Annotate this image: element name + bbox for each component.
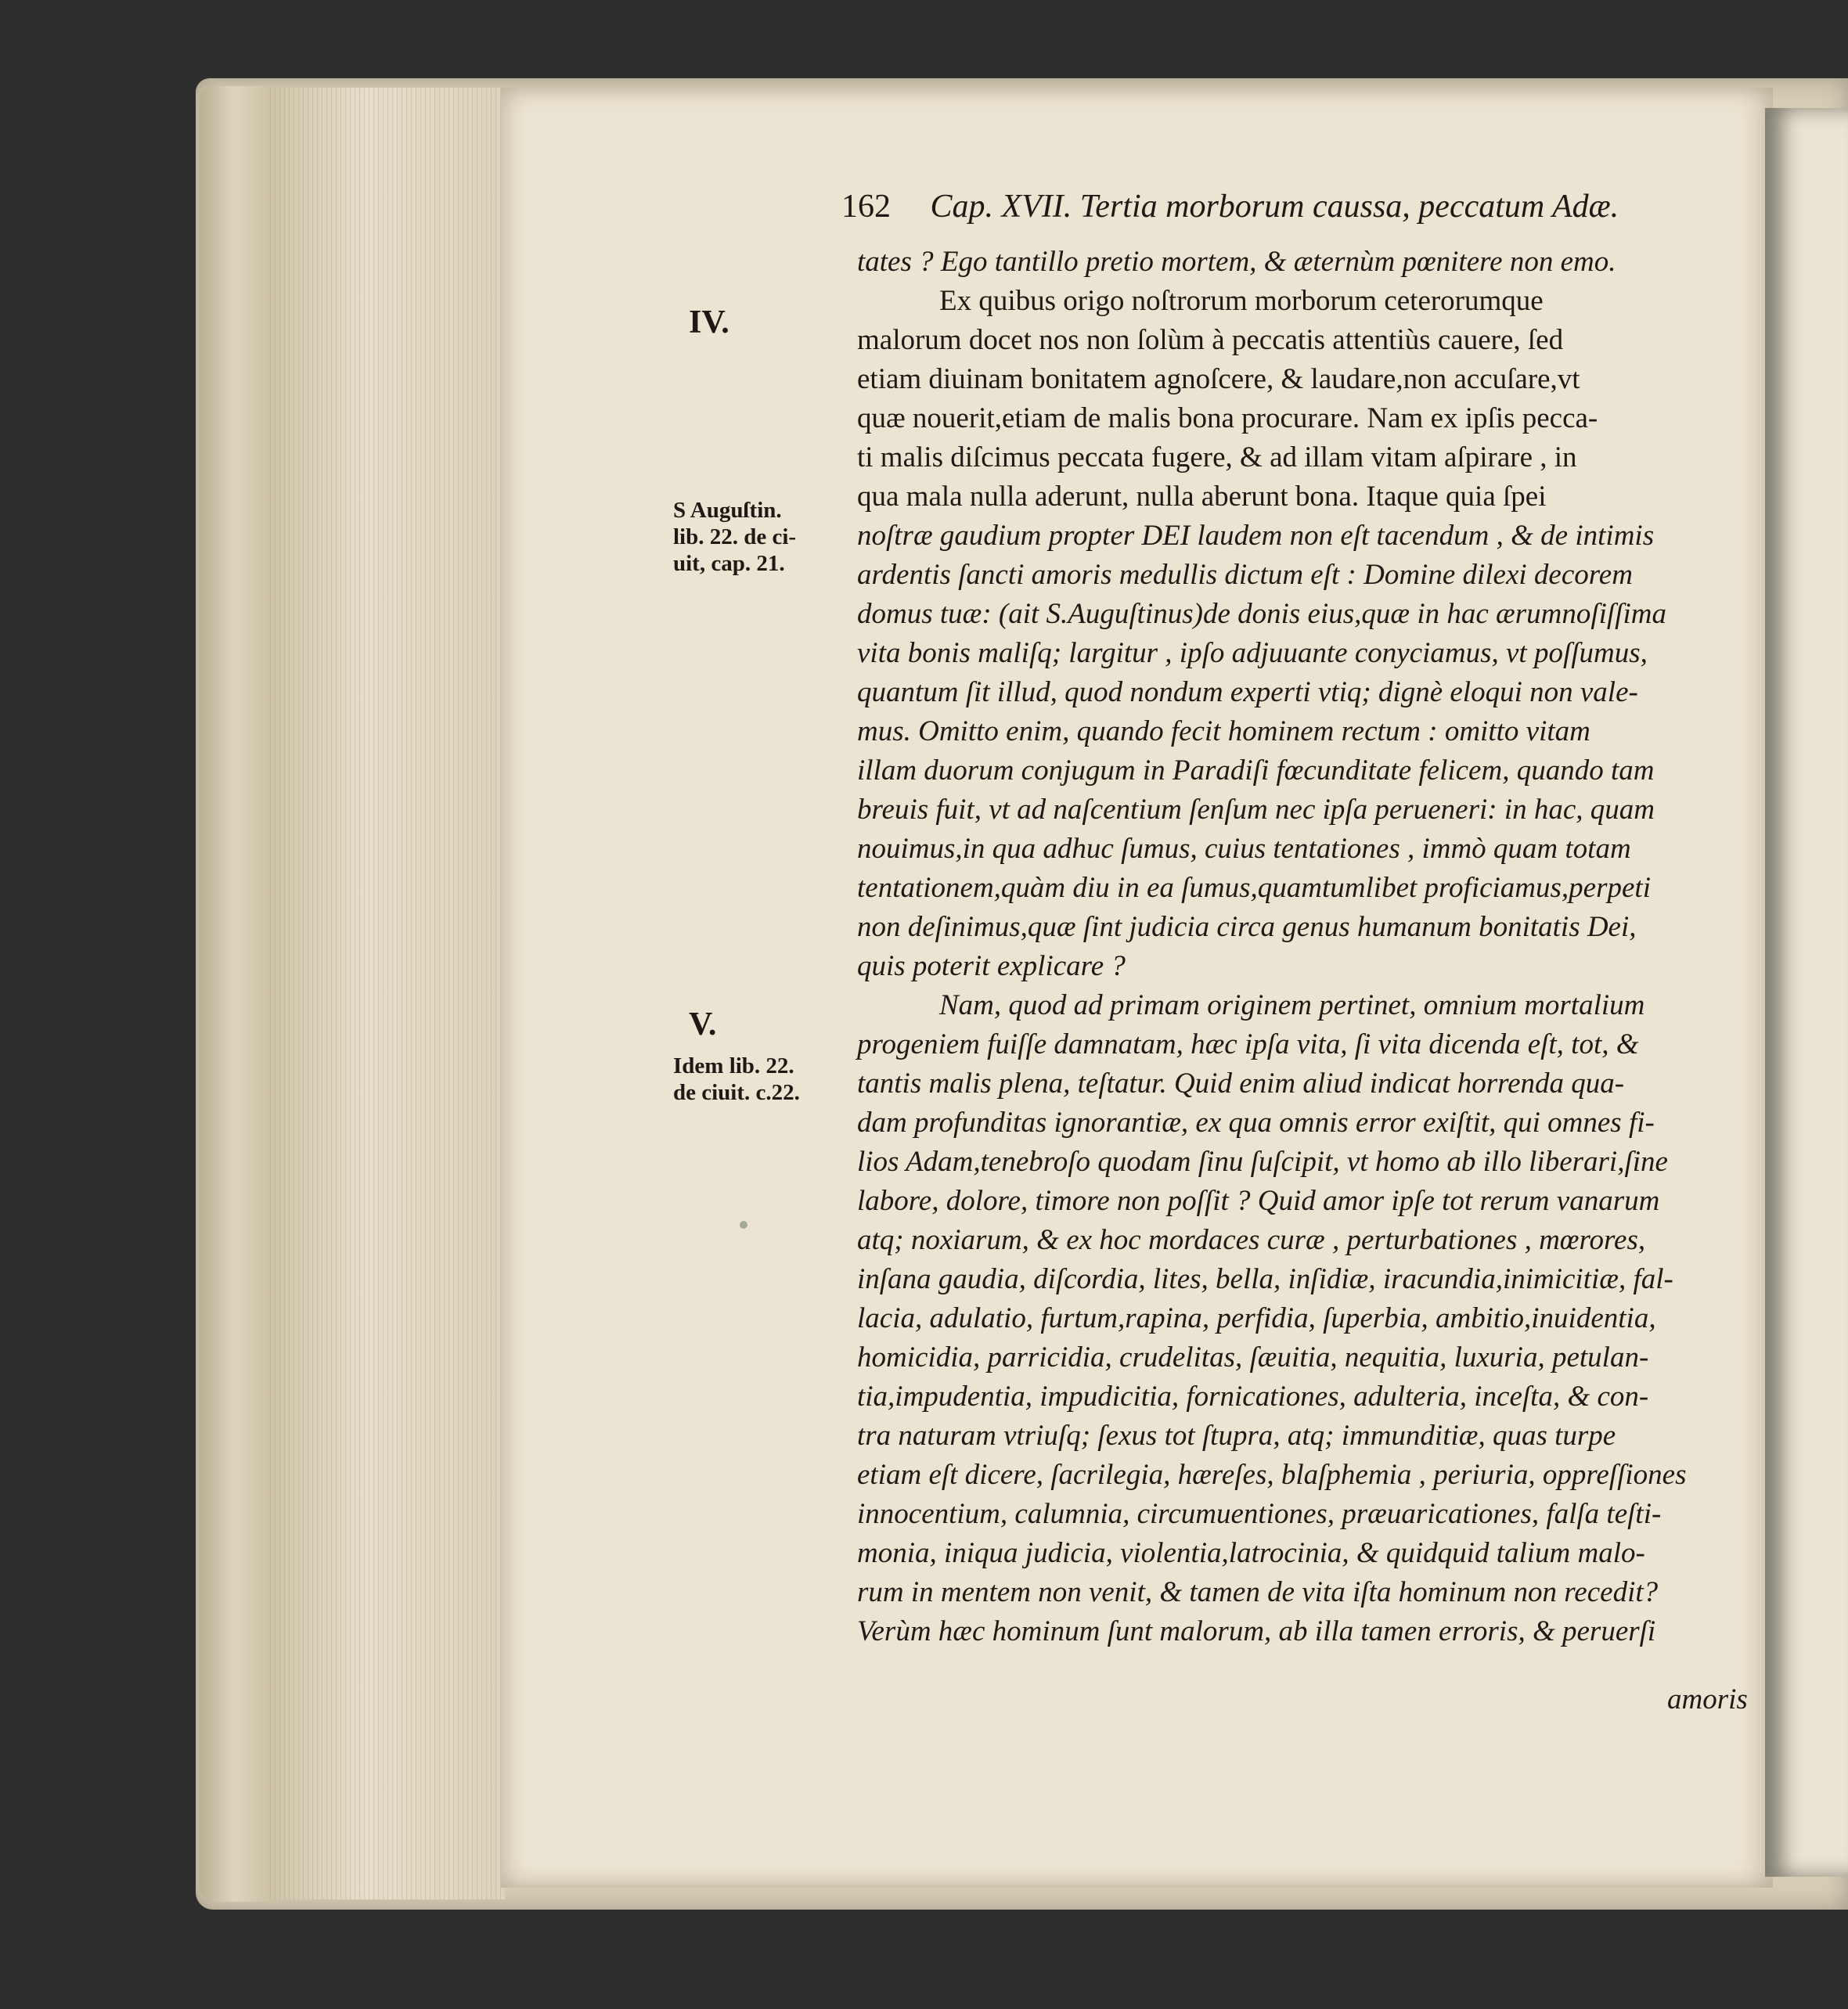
catchword: amoris bbox=[1667, 1683, 1748, 1716]
text-line: Nam, quod ad primam originem pertinet, omnium mortalium bbox=[939, 989, 1645, 1021]
text-line: tra naturam vtriuſq; ſexus tot ſtupra, atq; immunditiæ, quas turpe bbox=[857, 1420, 1616, 1452]
text-line: nouimus,in qua adhuc ſumus, cuius tentationes , immò quam totam bbox=[857, 833, 1631, 865]
text-line: tates ? Ego tantillo pretio mortem, & æternùm pœnitere non emo. bbox=[857, 246, 1616, 278]
text-line: monia, iniqua judicia, violentia,latrocinia, & quidquid talium malo- bbox=[857, 1537, 1645, 1569]
text-line: noſtræ gaudium propter DEI laudem non eſt tacendum , & de intimis bbox=[857, 520, 1655, 552]
book-spine bbox=[200, 86, 274, 1902]
margin-note-line: de ciuit. c.22. bbox=[673, 1080, 800, 1105]
text-line: breuis fuit, vt ad naſcentium ſenſum nec ipſa perueneri: in hac, quam bbox=[857, 794, 1655, 826]
body-text bbox=[857, 243, 1734, 1651]
text-line: progeniem fuiſſe damnatam, hæc ipſa vita, ſi vita dicenda eſt, tot, & bbox=[857, 1028, 1639, 1060]
text-line: quis poterit explicare ? bbox=[857, 950, 1126, 982]
margin-note-line: lib. 22. de ci- bbox=[673, 524, 797, 549]
running-title: Cap. XVII. Tertia morborum caussa, peccatum Adæ. bbox=[930, 189, 1619, 225]
margin-note-augustine bbox=[673, 497, 853, 577]
running-head bbox=[841, 188, 1702, 225]
section-number-iv: IV. bbox=[689, 304, 729, 340]
page-number: 162 bbox=[841, 189, 891, 225]
text-line: vita bonis maliſq; largitur , ipſo adjuuante conyciamus, vt poſſumus, bbox=[857, 637, 1648, 669]
text-line: inſana gaudia, diſcordia, lites, bella, inſidiæ, iracundia,inimicitiæ, fal- bbox=[857, 1263, 1673, 1295]
page-stain bbox=[740, 1221, 747, 1229]
text-line: homicidia, parricidia, crudelitas, ſæuitia, nequitia, luxuria, petulan- bbox=[857, 1341, 1649, 1374]
text-line: ti malis diſcimus peccata fugere, & ad illam vitam aſpirare , in bbox=[857, 441, 1577, 473]
text-line: non deſinimus,quæ ſint judicia circa genus humanum bonitatis Dei, bbox=[857, 911, 1637, 943]
text-line: etiam diuinam bonitatem agnoſcere, & laudare,non accuſare,vt bbox=[857, 363, 1580, 395]
page-edges bbox=[270, 88, 505, 1899]
text-line: tantis malis plena, teſtatur. Quid enim aliud indicat horrenda qua- bbox=[857, 1068, 1625, 1100]
text-line: labore, dolore, timore non poſſit ? Quid amor ipſe tot rerum vanarum bbox=[857, 1185, 1660, 1217]
section-number-v: V. bbox=[689, 1006, 717, 1042]
text-line: tia,impudentia, impudicitia, fornicationes, adulteria, inceſta, & con- bbox=[857, 1381, 1649, 1413]
text-line: tentationem,quàm diu in ea ſumus,quamtumlibet proficiamus,perpeti bbox=[857, 872, 1651, 904]
text-line: malorum docet nos non ſolùm à peccatis attentiùs cauere, ſed bbox=[857, 324, 1564, 356]
text-line: atq; noxiarum, & ex hoc mordaces curæ , perturbationes , mœrores, bbox=[857, 1224, 1646, 1256]
text-line: lios Adam,tenebroſo quodam ſinu ſuſcipit, vt homo ab illo liberari,ſine bbox=[857, 1146, 1668, 1178]
margin-note-line: uit, cap. 21. bbox=[673, 551, 785, 576]
text-line: innocentium, calumnia, circumuentiones, præuaricationes, falſa teſti- bbox=[857, 1498, 1662, 1530]
text-line: quæ nouerit,etiam de malis bona procurare. Nam ex ipſis pecca- bbox=[857, 402, 1598, 434]
text-line: lacia, adulatio, furtum,rapina, perfidia, ſuperbia, ambitio,inuidentia, bbox=[857, 1302, 1656, 1334]
text-line: dam profunditas ignorantiæ, ex qua omnis error exiſtit, qui omnes fi- bbox=[857, 1107, 1655, 1139]
margin-note-idem bbox=[673, 1053, 853, 1106]
text-line: qua mala nulla aderunt, nulla aberunt bona. Itaque quia ſpei bbox=[857, 481, 1547, 513]
margin-note-line: S Auguſtin. bbox=[673, 498, 782, 523]
text-line: illam duorum conjugum in Paradiſi fœcunditate felicem, quando tam bbox=[857, 754, 1655, 787]
text-line: Verùm hæc hominum ſunt malorum, ab illa tamen erroris, & peruerſi bbox=[857, 1615, 1656, 1647]
text-line: rum in mentem non venit, & tamen de vita iſta hominum non recedit? bbox=[857, 1576, 1659, 1608]
text-line: mus. Omitto enim, quando fecit hominem rectum : omitto vitam bbox=[857, 715, 1590, 747]
text-line: quantum ſit illud, quod nondum experti vtiq; dignè eloqui non vale- bbox=[857, 676, 1638, 708]
margin-note-line: Idem lib. 22. bbox=[673, 1053, 794, 1078]
text-line: etiam eſt dicere, ſacrilegia, hæreſes, blaſphemia , periuria, oppreſſiones bbox=[857, 1459, 1687, 1491]
text-line: Ex quibus origo noſtrorum morborum ceterorumque bbox=[939, 285, 1544, 317]
right-page-edge bbox=[1765, 108, 1848, 1877]
text-line: ardentis ſancti amoris medullis dictum eſt : Domine dilexi decorem bbox=[857, 559, 1633, 591]
text-line: domus tuæ: (ait S.Auguſtinus)de donis eius,quæ in hac ærumnoſiſſima bbox=[857, 598, 1666, 630]
